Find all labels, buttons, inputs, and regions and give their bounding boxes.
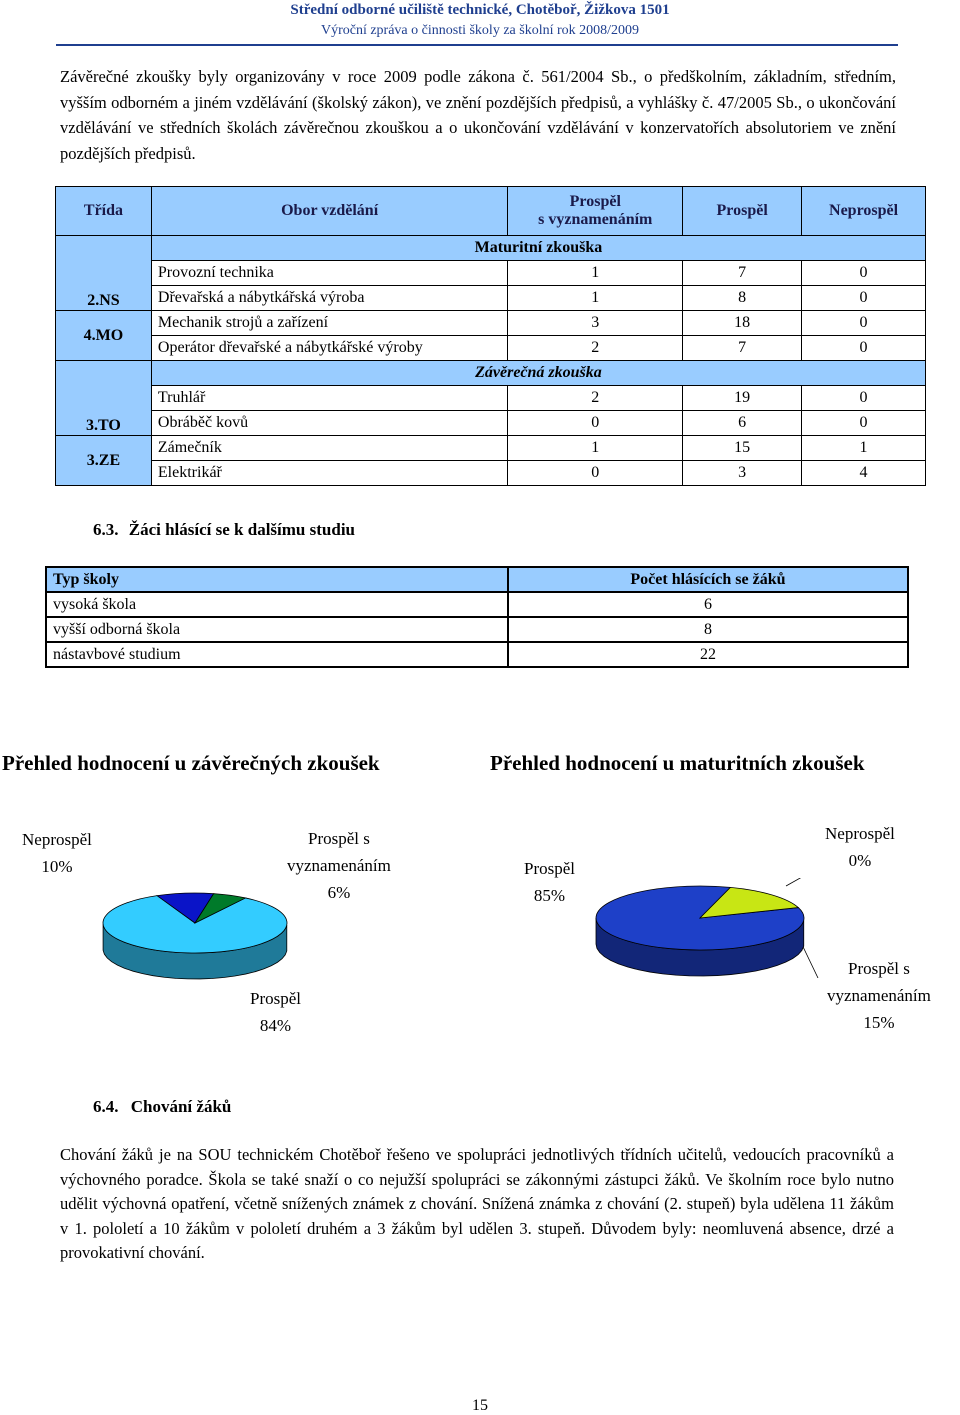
table-row (56, 386, 926, 411)
pie2-label-passed (524, 855, 575, 909)
pie1-label-passed-name: Prospěl (250, 989, 301, 1008)
section-number: 6.3. (93, 520, 119, 539)
table-header-row (46, 567, 908, 592)
header-rule (56, 44, 898, 46)
pie1-chart (100, 885, 290, 985)
failed-cell: 0 (802, 336, 926, 361)
honors-cell: 0 (508, 411, 683, 436)
header-passed: Prospěl (683, 187, 802, 236)
section-final: Závěrečná zkouška (151, 361, 925, 386)
section-6-4-heading (93, 1097, 231, 1117)
passed-cell: 19 (683, 386, 802, 411)
table-row (56, 336, 926, 361)
section-6-3-heading (93, 520, 355, 540)
honors-cell: 2 (508, 386, 683, 411)
count-cell: 22 (508, 642, 908, 667)
pie1-label-failed-name: Neprospěl (22, 830, 92, 849)
section-maturita: Maturitní zkouška (151, 236, 925, 261)
header-class: Třída (56, 187, 152, 236)
honors-cell: 2 (508, 336, 683, 361)
class-2ns: 2.NS (56, 236, 152, 311)
header-honors-line2: s vyznamenáním (538, 211, 653, 228)
school-type-cell: vysoká škola (46, 592, 508, 617)
failed-cell: 1 (802, 436, 926, 461)
pie2-leader-failed (786, 878, 818, 886)
pie2-title: Přehled hodnocení u maturitních zkoušek (490, 751, 865, 775)
pie1-label-honors-name2: vyznamenáním (287, 856, 391, 875)
header-field: Obor vzdělání (151, 187, 507, 236)
failed-cell: 0 (802, 286, 926, 311)
passed-cell: 6 (683, 411, 802, 436)
table-row (56, 261, 926, 286)
table-row (46, 642, 908, 667)
pie1-label-failed-pct: 10% (41, 857, 73, 876)
section-title: Žáci hlásící se k dalšímu studiu (128, 520, 356, 539)
table-header-row (56, 187, 926, 236)
passed-cell: 3 (683, 461, 802, 486)
pie1-label-passed-pct: 84% (259, 1016, 292, 1035)
further-study-table (45, 566, 909, 668)
school-type-cell: vyšší odborná škola (46, 617, 508, 642)
school-type-cell: nástavbové studium (46, 642, 508, 667)
pie1-label-failed (22, 826, 92, 880)
failed-cell: 0 (802, 386, 926, 411)
count-cell: 8 (508, 617, 908, 642)
passed-cell: 18 (683, 311, 802, 336)
failed-cell: 0 (802, 261, 926, 286)
section-row-maturita (56, 236, 926, 261)
failed-cell: 0 (802, 411, 926, 436)
section-number: 6.4. (93, 1097, 119, 1116)
header-honors (508, 187, 683, 236)
pie1-label-honors-pct: 6% (327, 883, 351, 902)
passed-cell: 7 (683, 336, 802, 361)
section-title: Chování žáků (130, 1097, 232, 1116)
honors-cell: 3 (508, 311, 683, 336)
header-applicant-count: Počet hlásících se žáků (508, 567, 908, 592)
header-school: Střední odborné učiliště technické, Chotěboř, Žižkova 1501 (290, 2, 670, 18)
field-cell: Truhlář (151, 386, 507, 411)
field-cell: Provozní technika (151, 261, 507, 286)
table-row (46, 592, 908, 617)
pie2-label-passed-pct: 85% (533, 886, 566, 905)
pie1-label-passed (250, 985, 301, 1039)
class-4mo: 4.MO (56, 311, 152, 361)
class-3to: 3.TO (56, 361, 152, 436)
pie2-label-failed-pct: 0% (848, 851, 872, 870)
honors-cell: 1 (508, 436, 683, 461)
header-report: Výroční zpráva o činnosti školy za školní rok 2008/2009 (320, 23, 640, 38)
pie2-chart (590, 878, 820, 978)
failed-cell: 0 (802, 311, 926, 336)
honors-cell: 1 (508, 286, 683, 311)
honors-cell: 0 (508, 461, 683, 486)
table-row (56, 436, 926, 461)
pie2-label-honors (827, 955, 931, 1036)
count-cell: 6 (508, 592, 908, 617)
pie2-label-passed-name: Prospěl (524, 859, 575, 878)
table-row (56, 461, 926, 486)
header-school-type: Typ školy (46, 567, 508, 592)
header-honors-line1: Prospěl (569, 193, 621, 210)
table-row (56, 286, 926, 311)
passed-cell: 7 (683, 261, 802, 286)
field-cell: Dřevařská a nábytkářská výroba (151, 286, 507, 311)
table-row (46, 617, 908, 642)
header-failed: Neprospěl (802, 187, 926, 236)
pie2-label-failed-name: Neprospěl (825, 824, 895, 843)
page-number: 15 (472, 1397, 488, 1414)
field-cell: Zámečník (151, 436, 507, 461)
field-cell: Obráběč kovů (151, 411, 507, 436)
section-row-final (56, 361, 926, 386)
class-3ze: 3.ZE (56, 436, 152, 486)
field-cell: Elektrikář (151, 461, 507, 486)
passed-cell: 8 (683, 286, 802, 311)
pie1-label-honors-name1: Prospěl s (307, 829, 370, 848)
field-cell: Mechanik strojů a zařízení (151, 311, 507, 336)
table-row (56, 411, 926, 436)
pie2-label-failed (825, 820, 895, 874)
pie2-label-honors-name1: Prospěl s (847, 959, 910, 978)
pie1-label-honors (287, 825, 391, 906)
pie2-label-honors-pct: 15% (863, 1013, 895, 1032)
exam-results-table (55, 186, 926, 486)
honors-cell: 1 (508, 261, 683, 286)
field-cell: Operátor dřevařské a nábytkářské výroby (151, 336, 507, 361)
pie2-label-honors-name2: vyznamenáním (827, 986, 931, 1005)
pie1-title: Přehled hodnocení u závěrečných zkoušek (2, 751, 380, 775)
intro-paragraph: Závěrečné zkoušky byly organizovány v roce 2009 podle zákona č. 561/2004 Sb., o předškolním, základním, středním, vyšším odborném a jiném vzdělávání (školský zákon), ve znění pozdějších předpisů, a vyhlášky č. 47/2005 Sb., o ukončování vzdělávání ve středních školách závěrečnou zkouškou a o ukončování vzdělávání v konzervatořích absolutoriem ve znění pozdějších předpisů. (60, 67, 896, 163)
passed-cell: 15 (683, 436, 802, 461)
table-row (56, 311, 926, 336)
behavior-paragraph: Chování žáků je na SOU technickém Chotěboř řešeno ve spolupráci jednotlivých třídních učitelů, vedoucích pracovníků a výchovného poradce. Škola se také snaží o co nejužší spolupráci se zákonnými zástupci žáků. Ve školním roce bylo nutno udělit výchovná opatření, včetně snížených známek z chování. Snížená známka z chování (2. stupeň) byla udělena 11 žákům v 1. pololetí a 10 žákům v pololetí druhém a 3 žákům byl udělen 3. stupeň. Důvodem byly: neomluvená absence, drzé a provokativní chování. (60, 1145, 894, 1263)
failed-cell: 4 (802, 461, 926, 486)
